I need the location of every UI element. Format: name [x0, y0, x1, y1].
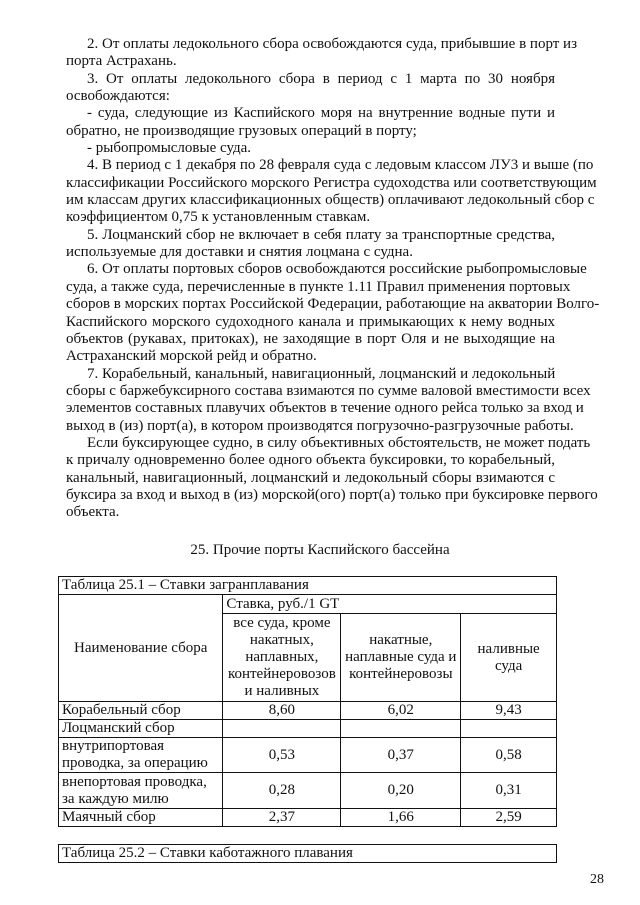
- cell-value: 6,02: [341, 702, 461, 720]
- cell-value: 9,43: [461, 702, 557, 720]
- table-row: [59, 720, 557, 738]
- column-header: накатные, наплавные суда и контейнеровозы: [341, 614, 461, 702]
- row-label: Маячный сбор: [59, 809, 223, 827]
- table-row: [59, 773, 557, 809]
- paragraph-line: сборов в морских портах Российской Федерации, работающие на акватории Волго-: [66, 296, 600, 313]
- column-header-name: Наименование сбора: [59, 595, 223, 702]
- cell-value: 0,37: [341, 738, 461, 773]
- paragraph-line: - рыбопромысловые суда.: [87, 140, 252, 157]
- paragraph-line: Каспийского морского судоходного канала и примыкающих к нему водных: [66, 313, 555, 330]
- paragraph-line: объектов (рукавах, притоках), не заходящие в порт Оля и не выходящие на: [66, 330, 555, 347]
- cell-value: [461, 720, 557, 738]
- paragraph-line: им классам других классификационных обществ) оплачивают ледокольный сбор с: [66, 192, 595, 209]
- cell-value: 0,20: [341, 773, 461, 809]
- row-label: Корабельный сбор: [59, 702, 223, 720]
- body-text: [66, 36, 600, 522]
- paragraph-line: 2. От оплаты ледокольного сбора освобождаются суда, прибывшие в порт из: [87, 36, 578, 52]
- page-number: 28: [590, 872, 604, 887]
- paragraph-line: к причалу одновременно более одного объекта буксировки, то корабельный,: [66, 452, 555, 469]
- cell-value: 1,66: [341, 809, 461, 827]
- row-label: внутрипортовая проводка, за операцию: [59, 738, 223, 773]
- rates-table-cabotage: [58, 844, 557, 863]
- table-caption: Таблица 25.1 – Ставки загранплавания: [59, 577, 557, 595]
- cell-value: 8,60: [223, 702, 341, 720]
- paragraph-line: сборы с баржебуксирного состава взимаются по сумме валовой вместимости всех: [66, 382, 591, 399]
- paragraph-line: 4. В период с 1 декабря по 28 февраля суда с ледовым классом ЛУ3 и выше (по: [87, 157, 594, 174]
- paragraph-line: элементов составных плавучих объектов в течение одного рейса только за вход и: [66, 400, 584, 417]
- paragraph-line: освобождаются:: [66, 88, 170, 105]
- cell-value: 0,58: [461, 738, 557, 773]
- paragraph-line: обратно, не производящие грузовых операций в порту;: [66, 122, 417, 139]
- section-heading: 25. Прочие порты Каспийского бассейна: [190, 542, 450, 558]
- table-caption: Таблица 25.2 – Ставки каботажного плавания: [59, 845, 557, 863]
- paragraph-line: буксира за вход и выход в (из) морской(ого) порт(а) только при буксировке первого: [66, 486, 598, 503]
- paragraph-line: порта Астрахань.: [66, 53, 177, 70]
- cell-value: 0,28: [223, 773, 341, 809]
- paragraph-line: объекта.: [66, 504, 120, 521]
- paragraph-line: 6. От оплаты портовых сборов освобождаются российские рыбопромысловые: [87, 261, 587, 278]
- paragraph-line: классификации Российского морского Регистра судоходства или соответствующим: [66, 174, 597, 191]
- cell-value: 2,37: [223, 809, 341, 827]
- column-header-rate: Ставка, руб./1 GT: [223, 595, 557, 614]
- paragraph-line: Если буксирующее судно, в силу объективных обстоятельств, не может подать: [87, 434, 591, 451]
- paragraph-line: используемые для доставки и снятия лоцмана с судна.: [66, 244, 413, 261]
- cell-value: [341, 720, 461, 738]
- table-row: [59, 738, 557, 773]
- paragraph-line: Астраханский морской рейд и обратно.: [66, 348, 317, 365]
- paragraph-line: канальный, навигационный, лоцманский и ледокольный сборы взимаются с: [66, 469, 555, 486]
- paragraph-line: коэффициентом 0,75 к установленным ставкам.: [66, 209, 371, 226]
- column-header: все суда, кроме накатных, наплавных, контейнеровозов и наливных: [223, 614, 341, 702]
- cell-value: 0,31: [461, 773, 557, 809]
- cell-value: 0,53: [223, 738, 341, 773]
- rates-table-foreign: [58, 576, 557, 827]
- table-row: [59, 809, 557, 827]
- cell-value: [223, 720, 341, 738]
- paragraph-line: 5. Лоцманский сбор не включает в себя плату за транспортные средства,: [87, 226, 555, 243]
- column-header: наливные суда: [461, 614, 557, 702]
- paragraph-line: суда, а также суда, перечисленные в пункте 1.11 Правил применения портовых: [66, 278, 571, 295]
- paragraph-line: 3. От оплаты ледокольного сбора в период с 1 марта по 30 ноября: [87, 70, 555, 87]
- row-label: Лоцманский сбор: [59, 720, 223, 738]
- paragraph-line: 7. Корабельный, канальный, навигационный, лоцманский и ледокольный: [87, 365, 556, 382]
- table-row: [59, 702, 557, 720]
- row-label: внепортовая проводка, за каждую милю: [59, 773, 223, 809]
- paragraph-line: - суда, следующие из Каспийского моря на внутренние водные пути и: [87, 105, 555, 122]
- cell-value: 2,59: [461, 809, 557, 827]
- paragraph-line: выход в (из) порт(а), в котором производятся погрузочно-разгрузочные работы.: [66, 417, 574, 434]
